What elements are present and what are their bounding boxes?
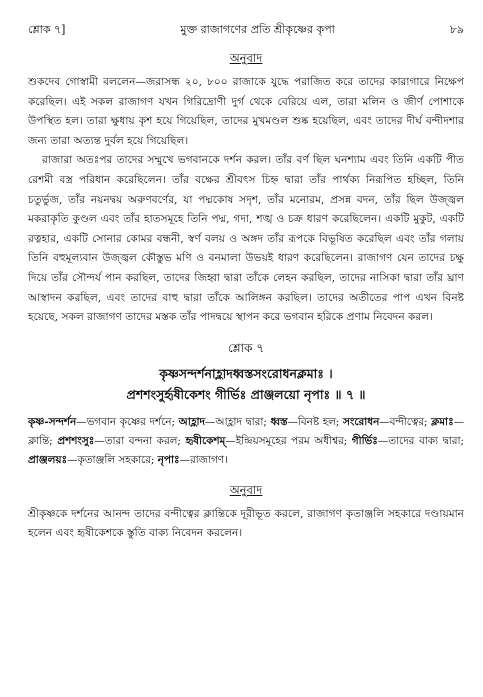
gloss-term: প্রাঞ্জলয়ঃ <box>28 453 68 466</box>
verse-line-1: কৃষ্ণসন্দর্শনাহ্লাদধ্বস্তসংরোধনক্লমাঃ । <box>159 365 333 381</box>
verse-title: শ্লোক ৭ <box>227 340 265 355</box>
gloss-meaning: —ইন্দ্রিয়সমূহের পরম অধীশ্বর; <box>225 434 352 447</box>
gloss-term: হৃষীকেশম্ <box>185 434 226 447</box>
translation-paragraph-3: শ্রীকৃষ্ণকে দর্শনের আনন্দ তাদের বন্দীত্বের ক্লান্তিকে দূরীভূত করলে, রাজাগণ কৃতাঞ্জলি সহকারে দণ্ডায়মান হলেন এবং হৃষীকেশকে স্তুতি বাক্য নিবেদন করলেন। <box>28 507 464 540</box>
gloss-meaning: —বন্দীত্বের; <box>379 415 432 428</box>
gloss-term: আহ্লাদ <box>178 415 206 428</box>
gloss-meaning: —তাদের বাক্য দ্বারা; <box>377 434 465 447</box>
gloss-term: কৃষ্ণ-সন্দর্শন <box>28 415 77 428</box>
gloss-meaning: —রাজাগণ। <box>179 453 228 466</box>
gloss-term: প্রশশংসুঃ <box>57 434 95 447</box>
gloss-term: ক্লমাঃ <box>431 415 454 428</box>
page-number: ৮৯ <box>449 23 464 36</box>
gloss-meaning: —আহ্লাদ দ্বারা; <box>205 415 271 428</box>
header-verse-ref: শ্লোক ৭] <box>28 23 66 36</box>
gloss-term: ধ্বস্ত <box>270 415 288 428</box>
gloss-meaning: —ভগবান কৃষ্ণের দর্শনে; <box>76 415 179 428</box>
page-content <box>28 22 464 544</box>
gloss-meaning: —কৃতাঞ্জলি সহকারে; <box>67 453 158 466</box>
gloss-term: গীর্ভিঃ <box>351 434 378 447</box>
translation-paragraph-2: রাজারা অতঃপর তাদের সম্মুখে ভগবানকে দর্শন করল। তাঁর বর্ণ ছিল ঘনশ্যাম এবং তিনি একটি পীত রেশমী বস্ত্র পরিধান করেছিলেন। তাঁর বক্ষের শ্রীবৎস চিহ্ন দ্বারা তাঁর পার্থক্য নিরূপিত হচ্ছিল, তিনি চতুর্ভুজ, তাঁর নয়নদ্বয় অরুণবর্ণের, যা পদ্মকোষ সদৃশ, তাঁর মনোরম, প্রসন্ন বদন, তাঁর ছিল উজ্জ্বল মকরাকৃতি কুণ্ডল এবং তাঁর হাতসমূহে তিনি পদ্ম, গদা, শঙ্খ ও চক্র ধারণ করেছিলেন। একটি মুকুট, একটি রত্নহার, একটি সোনার কোমর বন্ধনী, স্বর্ণ বলয় ও অঙ্গদ তাঁর রূপকে বিভূষিত করেছিল এবং তাঁর গলায় তিনি বহুমূল্যবান উজ্জ্বল কৌস্তুভ মণি ও বনমালা উভয়ই ধারণ করেছিলেন। রাজাগণ যেন তাদের চক্ষু দিয়ে তাঁর সৌন্দর্য পান করছিল, তাদের জিহ্বা দ্বারা তাঁকে লেহন করছিল, তাদের নাসিকা দ্বারা তাঁর ঘ্রাণ আস্বাদন করছিল, এবং তাদের বাহু দ্বারা তাঁকে আলিঙ্গন করছিল। তাদের অতীতের পাপ এখন বিনষ্ট হয়েছে, সকল রাজাগণ তাদের মস্তক তাঁর পাদদ্বয়ে স্থাপন করে ভগবান হরিকে প্রণাম নিবেদন করল। <box>28 154 464 324</box>
verse-line-2: প্রশশংসুর্হৃষীকেশং গীর্ভিঃ প্রাঞ্জলয়ো নৃপাঃ ॥ ৭ ॥ <box>126 386 366 402</box>
gloss-meaning: —ক্লান্তি; <box>28 415 465 447</box>
translation-heading: অনুবাদ <box>229 51 263 65</box>
running-header <box>28 22 464 38</box>
gloss-term: সংরোধন <box>343 415 380 428</box>
translation-heading-2: অনুবাদ <box>229 482 263 497</box>
word-for-word-gloss <box>28 413 464 470</box>
gloss-term: নৃপাঃ <box>157 453 180 466</box>
gloss-meaning: —বিনষ্ট হল; <box>287 415 343 428</box>
header-chapter-title: মুক্ত রাজাগণের প্রতি শ্রীকৃষ্ণের কৃপা <box>180 23 335 36</box>
gloss-meaning: —তারা বন্দনা করল; <box>94 434 186 447</box>
translation-paragraph-1: শুকদেব গোস্বামী বললেন—জরাসন্ধ ২০, ৮০০ রাজাকে যুদ্ধে পরাজিত করে তাদের কারাগারে নিক্ষেপ করেছিল। এই সকল রাজাগণ যখন গিরিদ্রোণী দুর্গ থেকে বেরিয়ে এল, তারা মলিন ও জীর্ণ পোশাকে উপস্থিত হল। তারা ক্ষুধায় কৃশ হয়ে গিয়েছিল, তাদের মুখমণ্ডল শুষ্ক হয়েছিল, এবং তাদের দীর্ঘ বন্দীদশার জন্য তারা অত্যন্ত দুর্বল হয়ে গিয়েছিল। <box>28 76 464 147</box>
